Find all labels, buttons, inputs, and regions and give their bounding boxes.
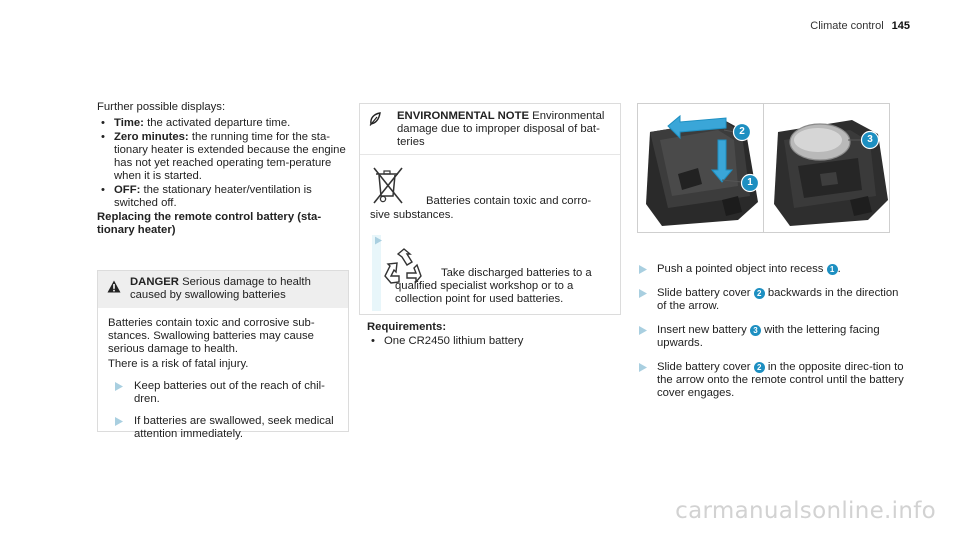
term-desc: the running time for the sta-tionary heater is extended because the engine has not yet reached operating tem-perature when it is started. xyxy=(114,131,346,182)
step-arrow-icon xyxy=(639,265,647,274)
environmental-note-box xyxy=(359,103,621,315)
term: OFF: xyxy=(114,184,141,196)
step-text-end: backwards in the direction of the arrow. xyxy=(657,287,899,312)
step-bar xyxy=(372,235,381,311)
step-text: Slide battery cover xyxy=(657,287,754,299)
env-header xyxy=(360,104,620,154)
intro-text: Further possible displays: xyxy=(97,101,226,113)
env-text-1: Batteries contain toxic and corro- xyxy=(426,195,592,207)
env-label: ENVIRONMENTAL NOTE xyxy=(397,110,530,122)
term-desc: the activated departure time. xyxy=(143,117,291,129)
crossed-bin-icon xyxy=(373,166,403,206)
leaf-icon xyxy=(369,112,381,126)
page-number: 145 xyxy=(891,20,910,32)
callout-number: 2 xyxy=(754,362,765,373)
requirements-list xyxy=(367,335,617,348)
env-text-2-cont: qualified specialist workshop or to a collection point for used batteries. xyxy=(395,280,574,305)
warning-triangle-icon xyxy=(107,280,121,293)
term: Time: xyxy=(114,117,144,129)
step-arrow-icon xyxy=(639,363,647,372)
danger-warning-box xyxy=(97,270,349,440)
step-text-end: with the lettering facing upwards. xyxy=(657,324,880,349)
env-text-1-cont: sive substances. xyxy=(370,209,454,221)
list-item xyxy=(97,184,352,210)
env-body xyxy=(360,154,620,316)
step-arrow-icon xyxy=(115,417,123,426)
step-item xyxy=(637,287,907,313)
remote-back-cover-image xyxy=(638,104,890,233)
requirements-title: Requirements: xyxy=(367,321,447,333)
danger-risk: There is a risk of fatal injury. xyxy=(108,358,249,370)
remote-control-illustration xyxy=(637,103,890,233)
section-name: Climate control xyxy=(810,20,884,32)
danger-label: DANGER xyxy=(130,276,179,288)
step-item xyxy=(637,361,907,400)
display-list xyxy=(97,117,352,210)
danger-step xyxy=(108,380,338,406)
callout-number: 1 xyxy=(827,264,838,275)
list-item xyxy=(97,117,352,130)
callout-1-label: 1 xyxy=(747,177,753,188)
danger-body xyxy=(98,308,348,441)
step-arrow-icon xyxy=(115,382,123,391)
section-heading: Replacing the remote control battery (sta-tionary heater) xyxy=(97,211,322,236)
left-column xyxy=(97,101,352,237)
list-item xyxy=(97,131,352,183)
danger-step xyxy=(108,415,338,441)
step-text: Push a pointed object into recess xyxy=(657,263,827,275)
danger-title xyxy=(130,276,340,302)
step-arrow-icon xyxy=(375,236,382,245)
term: Zero minutes: xyxy=(114,131,189,143)
step-text-end: in the opposite direc-tion to the arrow onto the remote control until the battery cover engages. xyxy=(657,361,904,399)
env-title xyxy=(397,110,613,149)
watermark: carmanualsonline.info xyxy=(675,498,936,524)
battery-steps xyxy=(637,263,907,411)
list-item: • One CR2450 lithium battery xyxy=(367,335,617,348)
step-text-end: . xyxy=(837,263,841,275)
callout-3-label: 3 xyxy=(867,134,873,145)
callout-2-label: 2 xyxy=(739,126,745,137)
image-divider xyxy=(763,104,764,233)
env-text-2: Take discharged batteries to a xyxy=(441,267,592,279)
step-text: Insert new battery xyxy=(657,324,750,336)
step-arrow-icon xyxy=(639,326,647,335)
danger-text: Batteries contain toxic and corrosive sub-stances. Swallowing batteries may cause serious damage to health. xyxy=(108,317,315,355)
page-header xyxy=(720,20,910,33)
step-text: If batteries are swallowed, seek medical attention immediately. xyxy=(134,415,334,440)
danger-title-text: Serious damage to health caused by swallowing batteries xyxy=(130,276,311,301)
step-text: Keep batteries out of the reach of chil-dren. xyxy=(134,380,325,405)
danger-header xyxy=(98,271,348,308)
step-text: Slide battery cover xyxy=(657,361,754,373)
term-desc: the stationary heater/ventilation is switched off. xyxy=(114,184,312,209)
callout-number: 2 xyxy=(754,288,765,299)
requirements-section xyxy=(367,321,617,349)
step-arrow-icon xyxy=(639,289,647,298)
callout-number: 3 xyxy=(750,325,761,336)
env-title-text: Environmental damage due to improper disposal of bat-teries xyxy=(397,110,605,148)
step-item xyxy=(637,324,907,350)
step-item xyxy=(637,263,907,276)
